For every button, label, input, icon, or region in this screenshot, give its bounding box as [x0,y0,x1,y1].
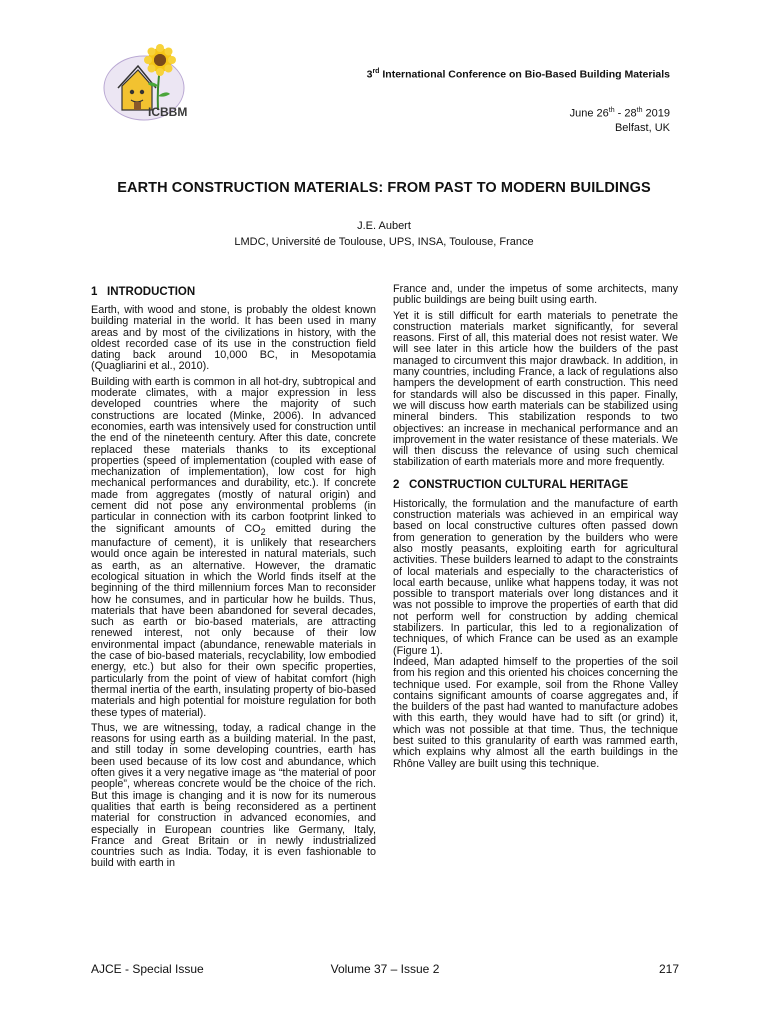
page-number: 217 [658,962,679,976]
conference-ordinal-suffix: rd [372,68,380,75]
paper-affiliation: LMDC, Université de Toulouse, UPS, INSA, Toulouse, France [234,236,534,248]
date-end-suffix: th [636,107,643,114]
icbbm-logo [100,40,195,125]
section-heading-cultural-heritage [393,479,678,492]
paragraph-text: Building with earth is common in all hot-dry, subtropical and moderate climates, with a major expression in less developed countries where the majority of such constructions are located (Minke, 2006). In advanced economies, earth was intensively used for construction until the end of the nineteenth century. After this date, concrete replaced these materials thanks to its exceptional properties (speed of implementation (coupled with ease of mechanization of implementation), low cost for high mechanical performances and durability, etc.). If concrete made from aggregates (mostly of natural origin) and cement did not pose any environmental problems (in particular in connection with its carbon footprint linked to the significant amounts of CO [91,375,376,535]
date-separator: - 28 [614,107,637,120]
body-paragraph: Historically, the formulation and the manufacture of earth construction materials was achieved in an empirical way based on local constructive cultures often passed down from generation to generation by the builders who were also mostly peasants, exploiting earth for agricultural activities. These builders learned to adapt to the constraints of local materials and especially to the characteristics of local earth because, unlike what happens today, it was not possible to transport materials over long distances and it was not possible to improve the properties of earth that did not perform well for construction by adding chemical stabilizers. In particular, this led to a regionalization of techniques, of which France can be used as an example (Figure 1). [393,497,678,657]
conference-name [367,68,670,81]
body-paragraph [91,377,376,719]
section-number: 2 [393,478,400,491]
body-paragraph: France and, under the impetus of some architects, many public buildings are being built using earth. [393,283,678,307]
conference-title: International Conference on Bio-Based Building Materials [379,68,670,81]
conference-location: Belfast, UK [614,121,670,134]
paragraph-text: emitted during the manufacture of cement), it is unlikely that researchers would once again be interested in natural materials, such as earth, as an alternative. However, the dramatic ecological situation in which the World finds itself at the beginning of the third millennium forces Man to reconsider how he consumes, and in particular how he builds. Thus, materials that have been abandoned for several decades, such as earth or bio-based materials, are attracting renewed interest, not only because of their low environmental impact (abundance, renewable materials in the case of bio-based materials, recyclability, low embodied energy, etc.) but also for their own specific properties, particularly from the point of view of habitat comfort (high thermal inertia of the earth, insulating property of bio-based materials and high potential for moisture regulation for both these types of material). [91,522,376,719]
date-start: June 26 [569,107,609,120]
section-number: 1 [91,286,98,298]
conference-date-location [570,104,670,135]
journal-name: AJCE - Special Issue [91,962,204,976]
body-paragraph: Yet it is still difficult for earth materials to penetrate the construction materials market significantly, for several reasons. First of all, this material does not resist water. We will see later in this article how the builders of the past managed to circumvent this major drawback. In addition, in many countries, including France, a lack of regulations also hampers the development of earth construction. This need for standards will also be discussed in this paper. Finally, we will discuss how earth materials can be stabilized using mineral binders. This stabilization responds to two objectives: an increase in mechanical performance and an improvement in the water resistance of these materials. We will then discuss the relevance of using such chemical stabilization of earth materials more and more frequently. [393,309,678,469]
body-paragraph: Indeed, Man adapted himself to the properties of the soil from his region and this oriented his choices concerning the technique used. For example, soil from the Rhone Valley contains significant amounts of coarse aggregates and, if the builders of the past had wanted to manufacture adobes with this earth, they would have had to sift (or grind) it, which was not possible at that time. Thus, the technique best suited to this granularity of earth was rammed earth, which explains why almost all the earth buildings in the Rhône Valley are built using this technique. [393,655,678,770]
section-heading-introduction [91,286,376,299]
paper-title: EARTH CONSTRUCTION MATERIALS: FROM PAST TO MODERN BUILDINGS [117,180,651,196]
date-start-suffix: th [608,107,615,114]
body-paragraph: Earth, with wood and stone, is probably the oldest known building material in the world. It has been used in many areas and by most of the civilizations in history, with the oldest recorded case of its use in the construction field dating back around 10,000 BC, in Mesopotamia (Quagliarini et al., 2010). [91,304,376,373]
page-footer [91,962,679,978]
conference-date [570,104,670,121]
volume-issue: Volume 37 – Issue 2 [330,962,440,976]
section-title: CONSTRUCTION CULTURAL HERITAGE [409,478,629,491]
left-column [91,284,376,870]
svg-text:ICBBM: ICBBM [148,105,188,119]
body-paragraph: Thus, we are witnessing, today, a radical change in the reasons for using earth as a building material. In the past, and still today in some developing countries, earth has been used because of its low cost and abundance, which often gives it a very negative image as “the material of poor people”, whereas concrete would be the choice of the rich. But this image is changing and it is now for its numerous qualities that earth is being reconsidered as a pertinent material for construction in advanced economies, and especially in European countries like Germany, Italy, France and Great Britain or in newly industrialized countries such as India. Today, it is even fashionable to build with earth in [91,721,376,870]
subscript: 2 [260,526,266,537]
right-column [393,284,678,774]
paper-author: J.E. Aubert [357,220,411,232]
conference-ordinal: 3 [366,68,373,81]
date-year: 2019 [642,107,670,120]
section-title: INTRODUCTION [107,286,196,298]
